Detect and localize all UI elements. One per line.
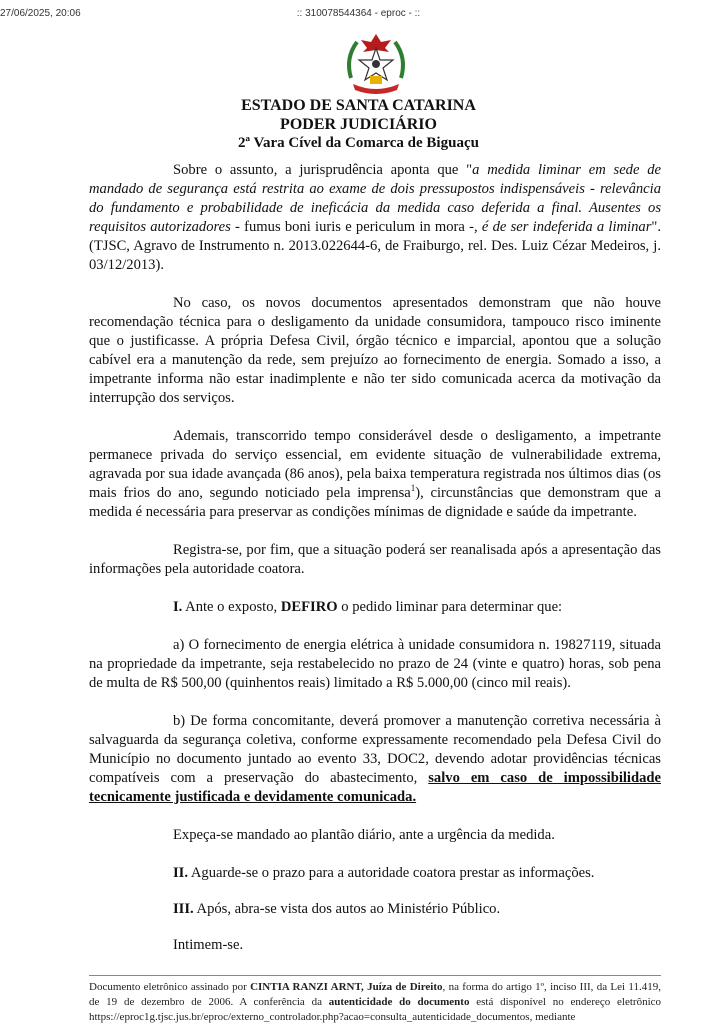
paragraph-vulnerability: Ademais, transcorrido tempo considerável desde o desligamento, a impetrante permanece privada do serviço essencial, em evidente situação de vulnerabilidade extrema, agravada por sua idade avançada (86 anos), pela baixa temperatura registrada nos últimos dias (os mais frios do ano, segundo noticiado pela imprensa$^1$), circunstâncias que demonstram que a medida é necessária para preservar as condições mínimas de dignidade e saúde da impetrante. [89,428,661,520]
state-coat-of-arms-icon [341,28,411,98]
heading-state: ESTADO DE SANTA CATARINA [241,97,476,114]
heading-judiciary: PODER JUDICIÁRIO [280,116,437,133]
footer-divider [89,975,661,976]
print-datetime: 27/06/2025, 20:06 [0,8,81,19]
signature-footer: Documento eletrônico assinado por CINTIA RANZI ARNT, Juíza de Direito, na forma do artigo 1º, inciso III, da Lei 11.419, de 19 de dezembro de 2006. A conferência da autenticidade do documento está disponível no endereço eletrônico https://eproc1g.tjsc.jus.br/eproc/externo_controlador.php?acao=consulta_autenticidade_documentos, mediante [89,981,662,1023]
paragraph-warrant: Expeça-se mandado ao plantão diário, ante a urgência da medida. [173,827,555,843]
paragraph-decision: I. Ante o exposto, DEFIRO o pedido liminar para determinar que: [173,599,563,615]
paragraph-item-ii: II. Aguarde-se o prazo para a autoridade coatora prestar as informações. [173,865,595,881]
paragraph-item-a: a) O fornecimento de energia elétrica à unidade consumidora n. 19827119, situada na propriedade da impetrante, seja restabelecido no prazo de 24 (vinte e quatro) horas, sob pena de multa de R$ 500,00 (quinhentos reais) limitado a R$ 5.000,00 (cinco mil reais). [89,637,661,691]
heading-court: 2ª Vara Cível da Comarca de Biguaçu [238,135,479,151]
document-heading [0,96,717,153]
document-body [89,161,661,955]
paragraph-item-iii: III. Após, abra-se vista dos autos ao Ministério Público. [173,901,501,917]
paragraph-item-b: b) De forma concomitante, deverá promover a manutenção corretiva necessária à salvaguarda da segurança coletiva, conforme expressamente recomendado pela Defesa Civil do Município no documento juntado ao evento 33, DOC2, devendo adotar providências técnicas compatíveis com a preservação do abastecimento, salvo em caso de impossibilidade tecnicamente justificada e devidamente comunicada. [89,713,661,805]
paragraph-new-documents: No caso, os novos documentos apresentados demonstram que não houve recomendação técnica para o desligamento da unidade consumidora, tampouco risco iminente que o justificasse. A própria Defesa Civil, órgão técnico e imparcial, apontou que a solução cabível era a manutenção da rede, sem prejuízo ao fornecimento de energia. Somado a isso, a impetrante informa não estar inadimplente e não ter sido comunicada acerca da motivação da interrupção dos serviços. [89,295,661,406]
print-title: :: 310078544364 - eproc - :: [296,8,421,19]
footnote-ref[interactable]: 1 [410,483,416,494]
paragraph-jurisprudence: Sobre o assunto, a jurisprudência aponta que "a medida liminar em sede de mandado de segurança está restrita ao exame de dois pressupostos indispensáveis - relevância do fundamento e probabilidade de ineficácia da medida caso deferida a final. Ausentes os requisitos autorizadores - fumus boni iuris e periculum in mora -, é de ser indeferida a liminar". (TJSC, Agravo de Instrumento n. 2013.022644-6, de Fraiburgo, rel. Des. Luiz Cézar Medeiros, j. 03/12/2013). [89,162,662,273]
paragraph-reanalysis: Registra-se, por fim, que a situação poderá ser reanalisada após a apresentação das informações pela autoridade coatora. [89,542,661,577]
paragraph-notify: Intimem-se. [173,937,244,953]
